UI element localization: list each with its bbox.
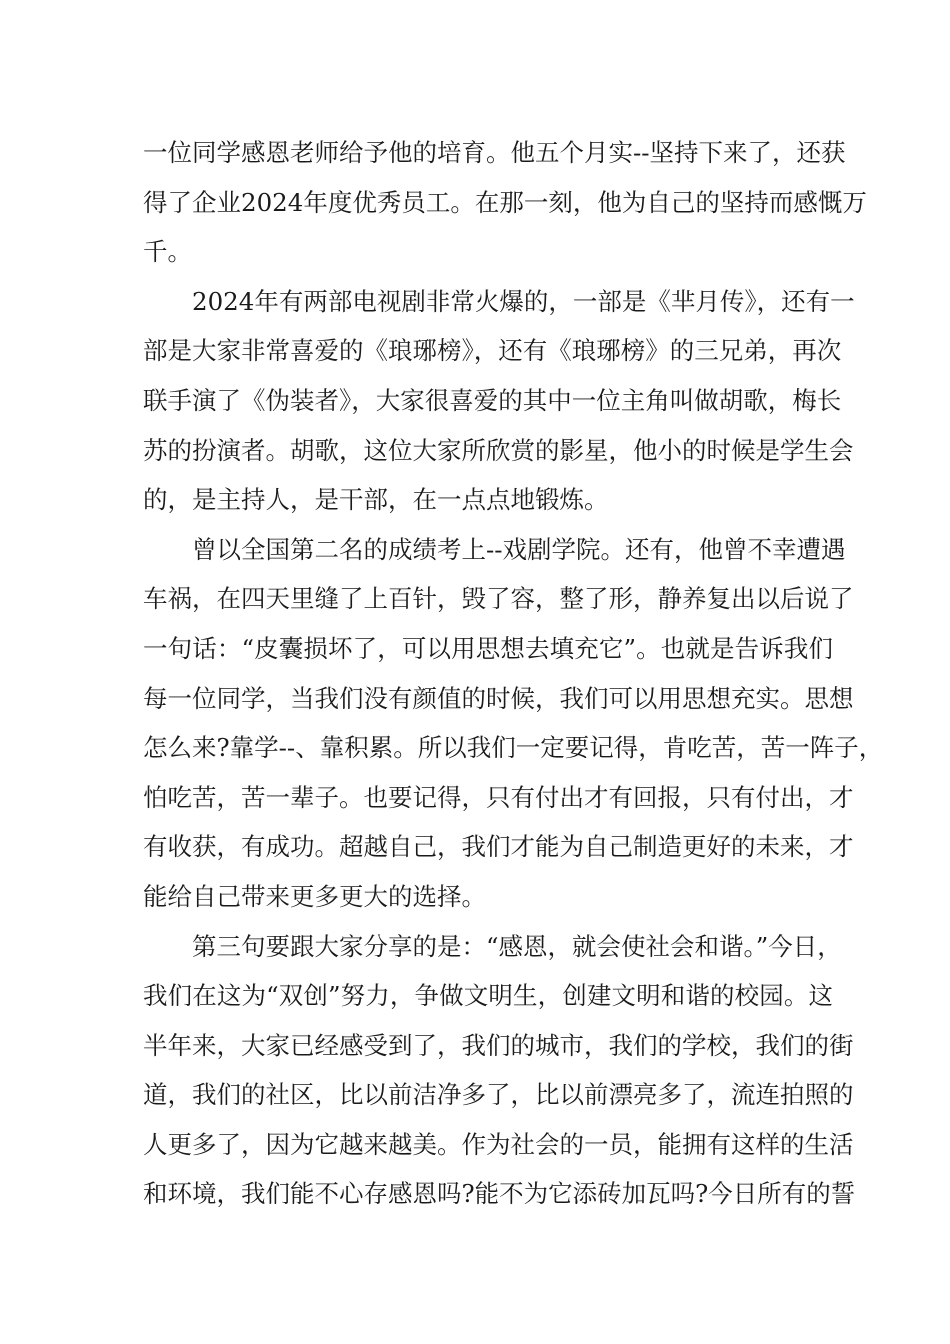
paragraph-4 bbox=[143, 922, 856, 1220]
paragraph-1 bbox=[143, 128, 867, 277]
text-line: 千。 bbox=[143, 237, 192, 267]
text-line: 曾以全国第二名的成绩考上--戏剧学院。还有，他曾不幸遭遇 bbox=[192, 534, 846, 564]
text-line: 道，我们的社区，比以前洁净多了，比以前漂亮多了，流连拍照的 bbox=[143, 1080, 854, 1110]
text-line: 怕吃苦，苦一辈子。也要记得，只有付出才有回报，只有付出，才 bbox=[143, 782, 854, 812]
text-line: 苏的扮演者。胡歌，这位大家所欣赏的影星，他小的时候是学生会 bbox=[143, 435, 854, 465]
text-line: 车祸，在四天里缝了上百针，毁了容，整了形，静养复出以后说了 bbox=[143, 584, 854, 614]
text-line: 人更多了，因为它越来越美。作为社会的一员，能拥有这样的生活 bbox=[143, 1129, 854, 1159]
text-line: 得了企业2024年度优秀员工。在那一刻，他为自己的坚持而感慨万 bbox=[143, 187, 867, 217]
text-line: 2024年有两部电视剧非常火爆的，一部是《芈月传》，还有一 bbox=[192, 286, 855, 316]
paragraph-2 bbox=[143, 277, 855, 525]
text-line: 第三句要跟大家分享的是：“感恩，就会使社会和谐。”今日， bbox=[192, 931, 842, 961]
text-line: 有收获，有成功。超越自己，我们才能为自己制造更好的未来，才 bbox=[143, 832, 854, 862]
text-line: 怎么来?靠学--、靠积累。所以我们一定要记得，肯吃苦，苦一阵子， bbox=[143, 733, 884, 763]
text-line: 能给自己带来更多更大的选择。 bbox=[143, 881, 486, 911]
text-line: 联手演了《伪装者》，大家很喜爱的其中一位主角叫做胡歌，梅长 bbox=[143, 385, 842, 415]
text-line: 每一位同学，当我们没有颜值的时候，我们可以用思想充实。思想 bbox=[143, 683, 854, 713]
document-body bbox=[143, 128, 884, 1219]
text-line: 半年来，大家已经感受到了，我们的城市，我们的学校，我们的街 bbox=[143, 1030, 854, 1060]
text-line: 的，是主持人，是干部，在一点点地锻炼。 bbox=[143, 485, 609, 515]
text-line: 一句话：“皮囊损坏了，可以用思想去填充它”。也就是告诉我们 bbox=[143, 633, 833, 663]
text-line: 部是大家非常喜爱的《琅琊榜》，还有《琅琊榜》的三兄弟，再次 bbox=[143, 336, 842, 366]
text-line: 我们在这为“双创”努力，争做文明生，创建文明和谐的校园。这 bbox=[143, 981, 833, 1011]
text-line: 一位同学感恩老师给予他的培育。他五个月实--坚持下来了，还获 bbox=[143, 138, 846, 167]
paragraph-3 bbox=[143, 525, 884, 922]
text-line: 和环境，我们能不心存感恩吗?能不为它添砖加瓦吗?今日所有的誓 bbox=[143, 1179, 856, 1209]
